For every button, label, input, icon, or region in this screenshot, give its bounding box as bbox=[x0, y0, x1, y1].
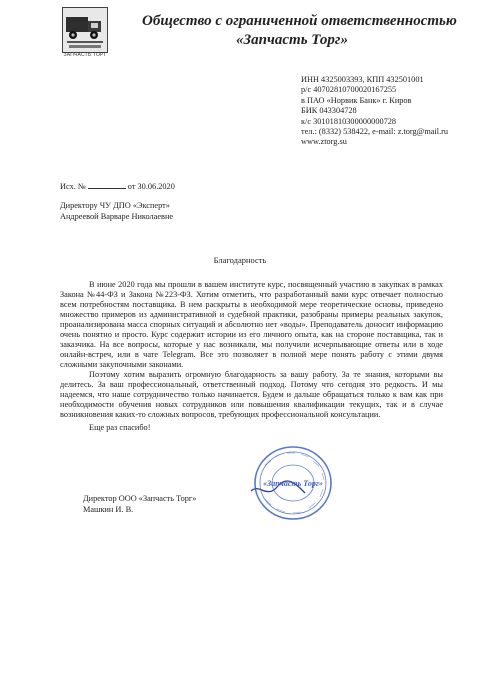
company-seal bbox=[225, 443, 335, 523]
company-requisites bbox=[301, 75, 448, 148]
requisite-bik: БИК 043304728 bbox=[301, 106, 357, 116]
company-name-line2: «Запчасть Торг» bbox=[236, 32, 348, 48]
letter-body bbox=[60, 280, 443, 433]
company-name-line1: Общество с ограниченной ответственностью bbox=[142, 13, 457, 29]
requisite-contacts: тел.: (8332) 538422, e-mail: z.torg@mail.ru bbox=[301, 127, 449, 137]
outgoing-number bbox=[60, 181, 175, 192]
requisite-inn: ИНН 4325003393, КПП 432501001 bbox=[301, 75, 424, 84]
recipient-name: Андреевой Варваре Николаевне bbox=[60, 212, 174, 221]
company-name bbox=[142, 12, 457, 50]
body-paragraph-1: В июне 2020 года мы прошли в вашем институте курс, посвященный участию в закупках в рамках Закона №44-ФЗ и Закона №223-ФЗ. Хотим отметить, что разработанный вами курс отвечает полностью всем потребностям поставщика. В нем раскрыты в необходимой мере теоретические основы, приведено множество примеров из административной и судебной практики, разобраны примеры реальных закупок, проанализирована масса спорных ситуаций и абсолютно нет «воды». Преподаватель доносит информацию очень понятно и просто. Курс содержит истории из его личного опыта, как на стороне поставщика, так и заказчика. На все вопросы, которые у нас возникали, мы получили исчерпывающие ответы или в ходе онлайн-встреч, или в чате Telegram. Все это позволяет в полной мере понять работу с этими двумя сложными закупочными законами. bbox=[60, 280, 443, 369]
recipient-position: Директору ЧУ ДПО «Эксперт» bbox=[60, 201, 170, 210]
truck-logo-icon bbox=[63, 8, 107, 52]
signer-name: Машкин И. В. bbox=[83, 505, 134, 514]
company-logo bbox=[62, 7, 108, 53]
outgoing-date: от 30.06.2020 bbox=[127, 182, 175, 191]
seal-stamp-icon bbox=[225, 443, 335, 523]
closing-line: Еще раз спасибо! bbox=[89, 423, 151, 432]
letter-title: Благодарность bbox=[213, 255, 267, 265]
body-paragraph-2: Поэтому хотим выразить огромную благодарность за вашу работу. За те знания, которыми вы делитесь. За ваш профессиональный, ответственный подход. Потому что сегодня это редкость. И мы надеемся, что наше сотрудничество только начинается. Будем и дальше обращаться только к вам как при необходимости обучения новых сотрудников или повышения квалификации текущих, так и в случае возникновения каких-то сложных вопросов, требующих профессиональной консультации. bbox=[60, 370, 443, 419]
requisite-corr-account: к/с 30101810300000000728 bbox=[301, 116, 397, 126]
signature-block bbox=[83, 493, 196, 515]
seal-center-text: «Запчасть Торг» bbox=[263, 479, 323, 488]
logo-caption: ЗАПЧАСТЬ ТОРГ bbox=[63, 52, 107, 58]
signer-position: Директор ООО «Запчасть Торг» bbox=[83, 494, 197, 503]
requisite-account: р/с 40702810700020167255 bbox=[301, 85, 397, 95]
requisite-website: www.ztorg.su bbox=[301, 137, 347, 147]
outgoing-number-blank bbox=[88, 181, 126, 189]
requisite-bank: в ПАО «Норвик Банк» г. Киров bbox=[301, 95, 412, 105]
recipient-block bbox=[60, 200, 173, 222]
outgoing-prefix: Исх. № bbox=[60, 182, 86, 191]
